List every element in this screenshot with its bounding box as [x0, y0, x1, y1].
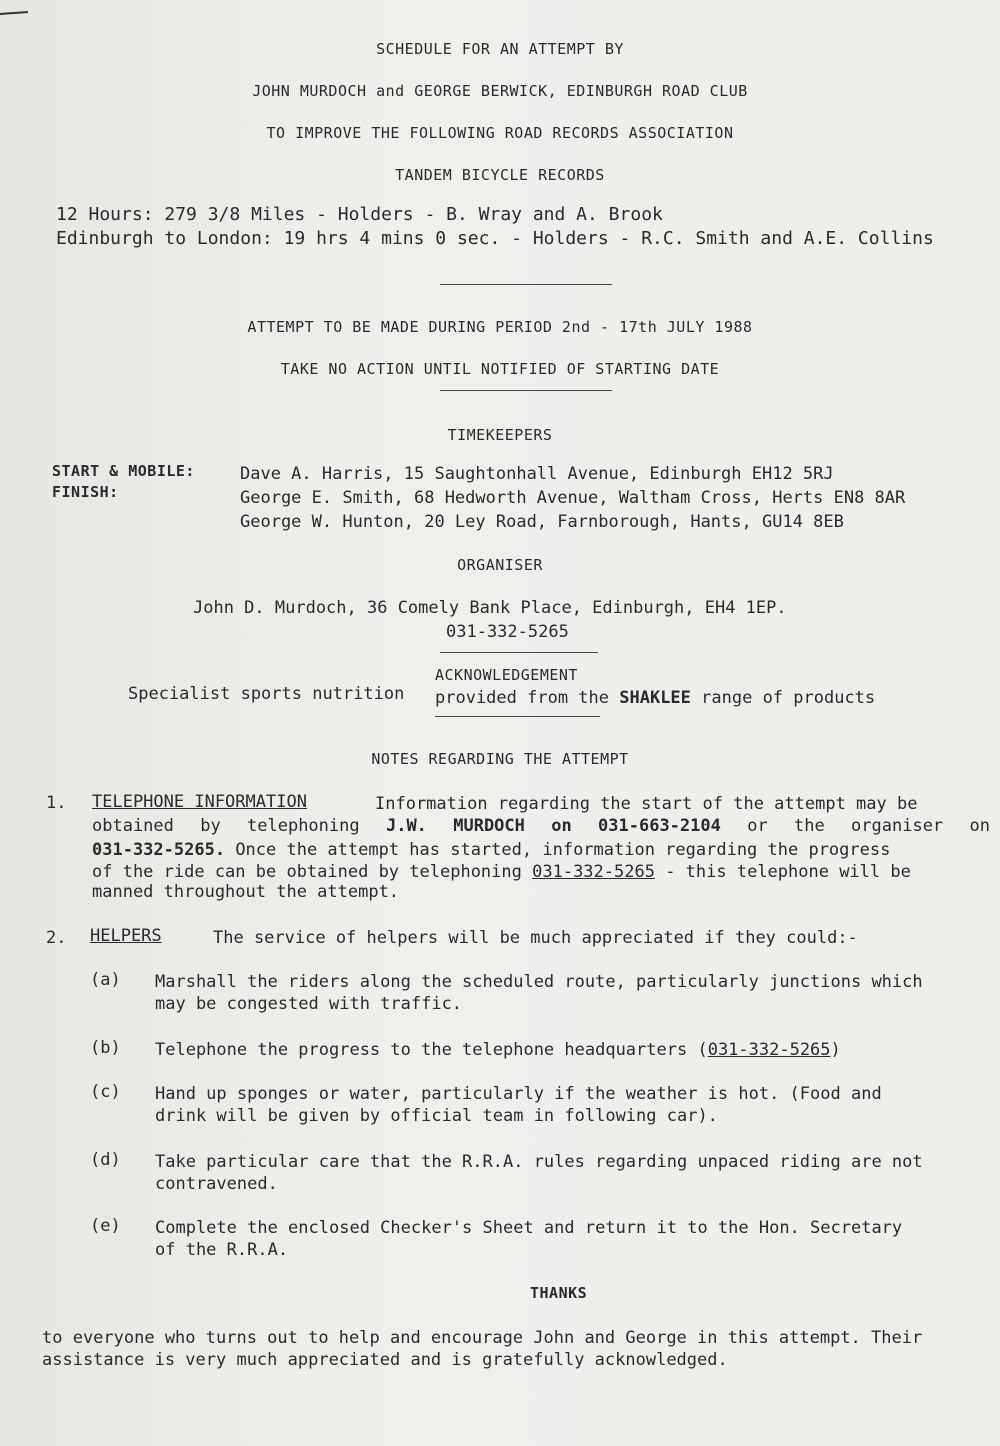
divider [440, 652, 598, 653]
note-1-line-1: Information regarding the start of the attempt may be [375, 794, 918, 814]
acknowledgement-heading: ACKNOWLEDGEMENT [435, 666, 578, 684]
acknowledgement-text-a: Specialist sports nutrition [128, 684, 405, 704]
item-e-line-1: Complete the enclosed Checker's Sheet and return it to the Hon. Secretary [155, 1218, 903, 1238]
notice-line: TAKE NO ACTION UNTIL NOTIFIED OF STARTING DATE [280, 360, 720, 378]
note-2-text: The service of helpers will be much appreciated if they could:- [213, 928, 858, 948]
item-d-line-2: contravened. [155, 1174, 278, 1194]
item-b-line-1: Telephone the progress to the telephone headquarters (031-332-5265) [155, 1040, 841, 1060]
record-12-hours: 12 Hours: 279 3/8 Miles - Holders - B. Wray and A. Brook [56, 204, 663, 225]
notes-heading: NOTES REGARDING THE ATTEMPT [371, 750, 629, 768]
finish-label: FINISH: [52, 483, 119, 501]
pen-mark [0, 11, 28, 15]
item-a-line-1: Marshall the riders along the scheduled route, particularly junctions which [155, 972, 923, 992]
title-line-1: SCHEDULE FOR AN ATTEMPT BY [376, 40, 624, 58]
note-1-line-3: 031-332-5265. Once the attempt has started, information regarding the progress [92, 840, 891, 860]
start-mobile-label: START & MOBILE: [52, 462, 195, 480]
brand-name: SHAKLEE [619, 688, 691, 708]
thanks-heading: THANKS [530, 1284, 588, 1302]
divider [435, 716, 600, 717]
item-e-line-2: of the R.R.A. [155, 1240, 289, 1260]
item-b-label: (b) [90, 1038, 121, 1058]
note-1-line-2: obtained by telephoning J.W. MURDOCH on 031-663-2104 or the organiser on [92, 816, 990, 836]
timekeeper-1: Dave A. Harris, 15 Saughtonhall Avenue, Edinburgh EH12 5RJ [240, 464, 834, 484]
timekeeper-3: George W. Hunton, 20 Ley Road, Farnborough, Hants, GU14 8EB [240, 512, 844, 532]
item-a-line-2: may be congested with traffic. [155, 994, 463, 1014]
organiser-phone: 031-332-5265 [446, 622, 569, 642]
item-a-label: (a) [90, 970, 121, 990]
title-line-4: TANDEM BICYCLE RECORDS [395, 166, 605, 184]
title-line-3: TO IMPROVE THE FOLLOWING ROAD RECORDS ASSOCIATION [266, 124, 734, 142]
acknowledgement-text: provided from the SHAKLEE range of products [435, 688, 876, 708]
note-2-number: 2. [46, 928, 67, 948]
organiser-heading: ORGANISER [457, 556, 543, 574]
note-1-line-5: manned throughout the attempt. [92, 882, 400, 902]
divider [440, 390, 612, 391]
item-e-label: (e) [90, 1216, 121, 1236]
timekeeper-2: George E. Smith, 68 Hedworth Avenue, Waltham Cross, Herts EN8 8AR [240, 488, 906, 508]
thanks-line-1: to everyone who turns out to help and encourage John and George in this attempt. Their [42, 1328, 923, 1348]
note-2-title: HELPERS [90, 926, 162, 946]
timekeepers-heading: TIMEKEEPERS [447, 426, 553, 444]
item-c-line-1: Hand up sponges or water, particularly if the weather is hot. (Food and [155, 1084, 882, 1104]
item-d-line-1: Take particular care that the R.R.A. rules regarding unpaced riding are not [155, 1152, 923, 1172]
attempt-period: ATTEMPT TO BE MADE DURING PERIOD 2nd - 17th JULY 1988 [247, 318, 753, 336]
item-c-label: (c) [90, 1082, 121, 1102]
record-edinburgh-london: Edinburgh to London: 19 hrs 4 mins 0 sec. - Holders - R.C. Smith and A.E. Collins [56, 228, 934, 249]
note-1-title: TELEPHONE INFORMATION [92, 792, 307, 812]
item-d-label: (d) [90, 1150, 121, 1170]
organiser-address: John D. Murdoch, 36 Comely Bank Place, Edinburgh, EH4 1EP. [193, 598, 787, 618]
note-1-number: 1. [46, 793, 67, 813]
title-line-2: JOHN MURDOCH and GEORGE BERWICK, EDINBURGH ROAD CLUB [252, 82, 748, 100]
note-1-line-4: of the ride can be obtained by telephoning 031-332-5265 - this telephone will be [92, 862, 911, 882]
thanks-line-2: assistance is very much appreciated and is gratefully acknowledged. [42, 1350, 728, 1370]
item-c-line-2: drink will be given by official team in following car). [155, 1106, 718, 1126]
divider [440, 284, 612, 285]
